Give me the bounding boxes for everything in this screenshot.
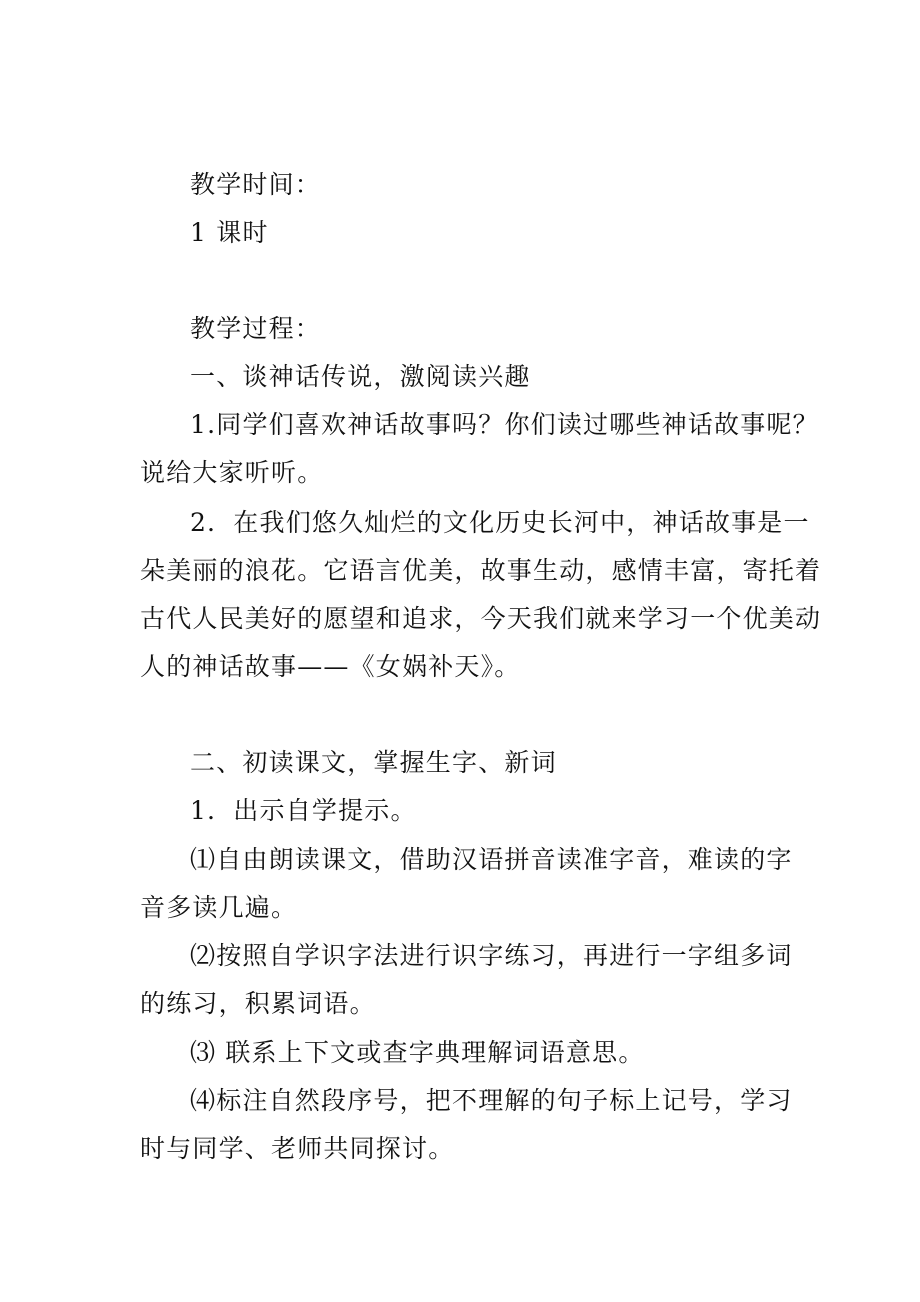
teaching-time-value: 1 课时 [190, 218, 269, 247]
section2-sub1-line1: ⑴自由朗读课文，借助汉语拼音读准字音，难读的字 [190, 845, 793, 874]
section1-item1-line1: 1.同学们喜欢神话故事吗？你们读过哪些神话故事呢？ [190, 410, 819, 439]
section1-item1-line2: 说给大家听听。 [140, 458, 324, 487]
section1-item2-line3: 古代人民美好的愿望和追求，今天我们就来学习一个优美动 [140, 604, 822, 633]
section2-sub4-line2: 时与同学、老师共同探讨。 [140, 1134, 455, 1163]
section2-sub3: ⑶ 联系上下文或查字典理解词语意思。 [190, 1038, 645, 1067]
teaching-process-heading: 教学过程： [190, 314, 322, 343]
section2-sub2-line2: 的练习，积累词语。 [140, 989, 376, 1018]
section1-title: 一、谈神话传说，激阅读兴趣 [190, 362, 531, 391]
section1-item2-line1: 2．在我们悠久灿烂的文化历史长河中，神话故事是一 [190, 508, 810, 537]
teaching-time-heading: 教学时间： [190, 170, 322, 199]
section1-item2-line2: 朵美丽的浪花。它语言优美，故事生动，感情丰富，寄托着 [140, 556, 822, 585]
section1-item2-line4: 人的神话故事——《女娲补天》。 [140, 652, 521, 681]
section2-title: 二、初读课文，掌握生字、新词 [190, 748, 557, 777]
section2-item1: 1．出示自学提示。 [190, 796, 417, 825]
section2-sub4-line1: ⑷标注自然段序号，把不理解的句子标上记号，学习 [190, 1086, 793, 1115]
section2-sub2-line1: ⑵按照自学识字法进行识字练习，再进行一字组多词 [190, 941, 793, 970]
section2-sub1-line2: 音多读几遍。 [140, 893, 298, 922]
